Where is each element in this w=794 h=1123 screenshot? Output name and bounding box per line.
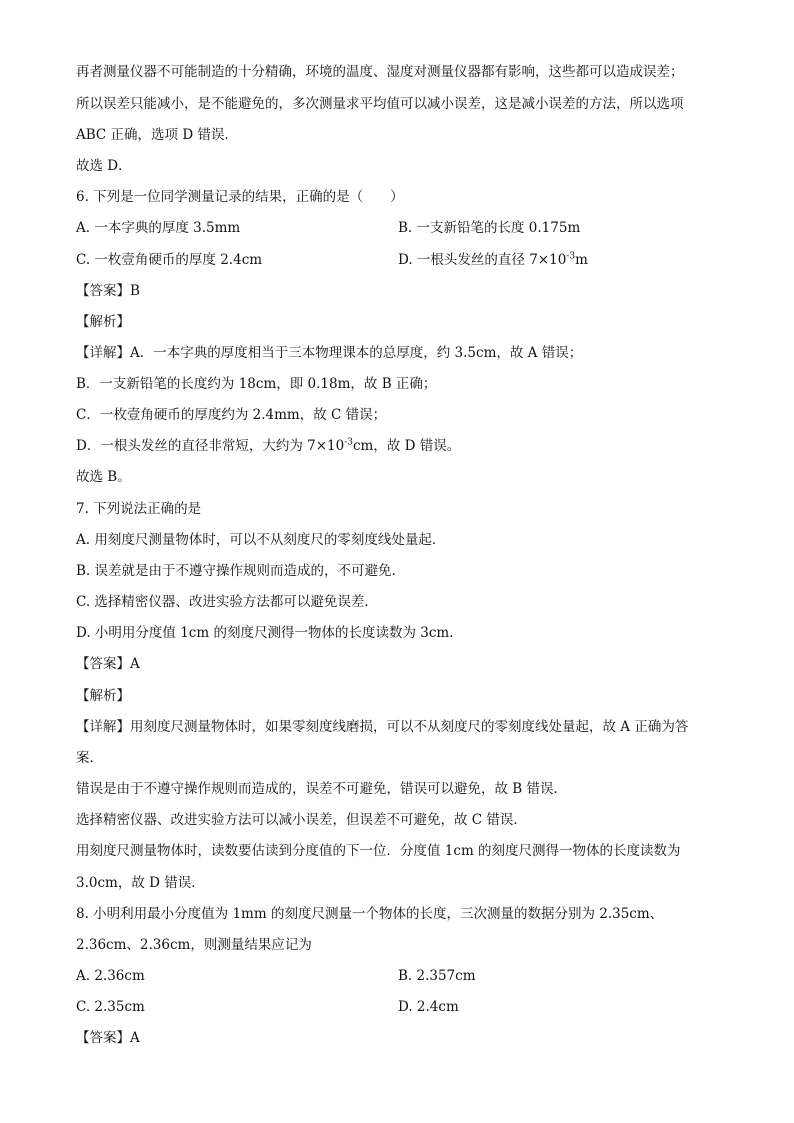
q7-option-d: D. 小明用分度值 1cm 的刻度尺测得一物体的长度读数为 3cm. [76,625,454,641]
q7-stem: 7. 下列说法正确的是 [76,501,202,517]
q8-answer: 【答案】A [76,1030,140,1046]
intro-line-1: 再者测量仪器不可能制造的十分精确，环境的温度、湿度对测量仪器都有影响，这些都可以造成误差； [76,64,684,80]
q8-option-b: B. 2.357cm [398,968,476,984]
q6-detail-d-rest: cm，故 D 错误。 [352,438,461,454]
q6-detail-a: 【详解】A．一本字典的厚度相当于三本物理课本的总厚度，约 3.5cm，故 A 错误； [76,345,583,361]
q7-option-c: C. 选择精密仪器、改进实验方法都可以避免误差． [76,594,378,610]
q6-detail-d-base: D．一根头发丝的直径非常短，大约为 7×10 [76,438,345,454]
q7-option-a: A. 用刻度尺测量物体时，可以不从刻度尺的零刻度线处量起． [76,532,446,548]
q7-detail-4: 选择精密仪器、改进实验方法可以减小误差，但误差不可避免，故 C 错误． [76,812,527,828]
q6-answer: 【答案】B [76,283,140,299]
q6-detail-d-exponent: -3 [344,437,353,448]
q6-option-d-unit: m [575,252,588,268]
q6-option-d [398,250,588,270]
q8-option-d: D. 2.4cm [398,999,459,1015]
q8-option-c: C. 2.35cm [76,999,145,1015]
q8-option-a: A. 2.36cm [76,968,145,984]
q6-choose: 故选 B。 [76,469,131,485]
q7-detail-3: 错误是由于不遵守操作规则而造成的，误差不可避免，错误可以避免，故 B 错误． [76,781,568,797]
intro-conclusion: 故选 D． [76,158,132,174]
intro-line-3: ABC 正确，选项 D 错误． [76,127,238,143]
q7-detail-1: 【详解】用刻度尺测量物体时，如果零刻度线磨损，可以不从刻度尺的零刻度线处量起，故 A 正确为答 [76,719,689,735]
q6-option-c: C. 一枚壹角硬币的厚度 2.4cm [76,252,263,268]
q7-detail-6: 3.0cm，故 D 错误． [76,875,205,891]
q8-stem-line-1: 8. 小明利用最小分度值为 1mm 的刻度尺测量一个物体的长度，三次测量的数据分别为 2.35cm、 [76,906,664,922]
q6-option-d-base: D. 一根头发丝的直径 7×10 [398,252,567,268]
q6-option-b: B. 一支新铅笔的长度 0.175m [398,220,581,236]
q8-stem-line-2: 2.36cm、2.36cm，则测量结果应记为 [76,937,312,953]
q6-analysis-label: 【解析】 [76,314,130,330]
q7-detail-5: 用刻度尺测量物体时，读数要估读到分度值的下一位．分度值 1cm 的刻度尺测得一物体的长度读数为 [76,843,681,859]
q6-stem: 6. 下列是一位同学测量记录的结果，正确的是（ ） [76,189,404,205]
q7-detail-2: 案． [76,750,103,766]
q6-detail-c: C．一枚壹角硬币的厚度约为 2.4mm，故 C 错误； [76,407,387,423]
q6-option-a: A. 一本字典的厚度 3.5mm [76,220,241,236]
q7-option-b: B. 误差就是由于不遵守操作规则而造成的，不可避免． [76,563,406,579]
q6-detail-b: B．一支新铅笔的长度约为 18cm，即 0.18m，故 B 正确； [76,376,437,392]
intro-line-2: 所以误差只能减小，是不能避免的，多次测量求平均值可以减小误差，这是减小误差的方法，所以选项 [76,96,684,112]
q7-analysis-label: 【解析】 [76,688,130,704]
q6-option-d-exponent: -3 [566,251,576,262]
q7-answer: 【答案】A [76,656,140,672]
q6-detail-d [76,436,460,456]
